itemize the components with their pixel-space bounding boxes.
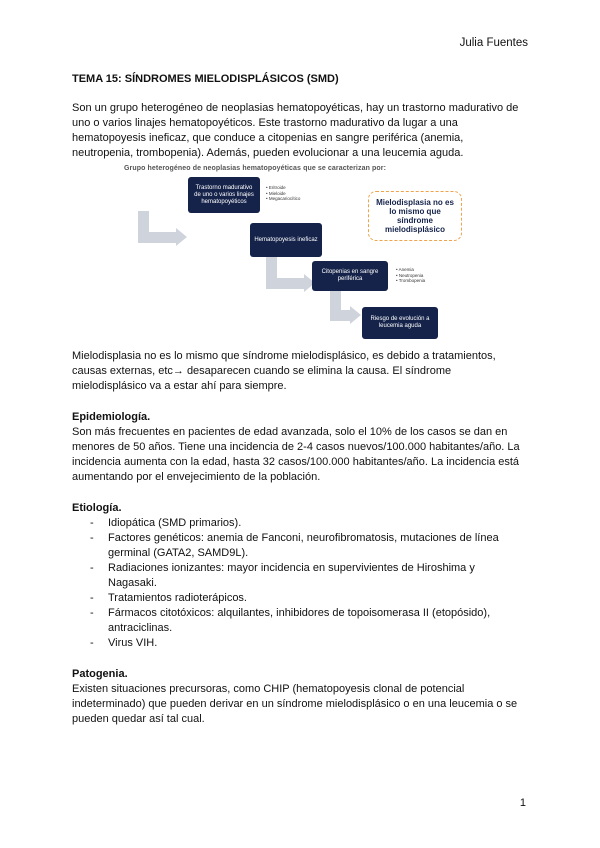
step1-bullets bbox=[266, 185, 300, 202]
section-heading: Etiología. bbox=[72, 502, 122, 514]
text-line: pueden quedar así tal cual. bbox=[72, 713, 205, 725]
section-etiologia bbox=[72, 501, 532, 651]
bullet-item: • Neutropenia bbox=[396, 272, 424, 278]
arrow-head bbox=[350, 306, 361, 324]
text-line: indeterminado) que pueden derivar en un síndrome mielodisplásico o en una leucemia o se bbox=[72, 698, 518, 710]
author-name: Julia Fuentes bbox=[459, 37, 528, 49]
smd-diagram bbox=[72, 161, 532, 349]
arrow-connector bbox=[266, 278, 306, 289]
bullet-item: • Mieloide bbox=[266, 190, 286, 196]
arrow-connector bbox=[138, 232, 178, 243]
text-line: incidencia aumenta con la edad, hasta 32 casos/100.000 habitantes/año. La incidencia está bbox=[72, 456, 520, 468]
section-heading: Epidemiología. bbox=[72, 411, 151, 423]
bullet-item: • Trombopenia bbox=[396, 278, 426, 283]
bullet-item: • Anemia bbox=[396, 267, 414, 272]
page-title: TEMA 15: SÍNDROMES MIELODISPLÁSICOS (SMD) bbox=[72, 73, 339, 85]
step-box-citopenias: Citopenias en sangre periférica bbox=[312, 261, 388, 291]
etiologia-list bbox=[72, 516, 532, 651]
text-line: Existen situaciones precursoras, como CHIP (hematopoyesis clonal de potencial bbox=[72, 683, 465, 695]
text-line: uno o varios linajes hematopoyéticos. Este trastorno madurativo da lugar a una bbox=[72, 117, 458, 129]
text-line: Son más frecuentes en pacientes de edad avanzada, solo el 10% de los casos se dan en bbox=[72, 426, 508, 438]
section-epidemiologia bbox=[72, 410, 532, 485]
list-item: - Virus VIH. bbox=[90, 636, 532, 651]
bullet-item: • Megacariocítico bbox=[266, 196, 301, 201]
text-line: mielodisplásico va a estar ahí para siempre. bbox=[72, 380, 287, 392]
text-line: Son un grupo heterogéneo de neoplasias hematopoyéticas, hay un trastorno madurativo de bbox=[72, 102, 519, 114]
text-line: neutropenia, trombopenia). Además, pueden evolucionar a una leucemia aguda. bbox=[72, 147, 464, 159]
text-line: menores de 50 años. Tiene una incidencia de 2-4 casos nuevos/100.000 habitantes/año. La bbox=[72, 441, 520, 453]
bullet-item: • Eritroide bbox=[266, 185, 286, 190]
post-diagram-paragraph bbox=[72, 349, 532, 394]
document-body bbox=[72, 72, 532, 727]
list-item: - Idiopática (SMD primarios). bbox=[90, 516, 532, 531]
step-box-trastorno: Trastorno madurativo de uno o varios linajes hematopoyéticos bbox=[188, 177, 260, 213]
list-item: - Factores genéticos: anemia de Fanconi, neurofibromatosis, mutaciones de línea germinal (GATA2, SAMD9L). bbox=[90, 531, 532, 561]
step3-bullets bbox=[396, 267, 425, 284]
section-patogenia bbox=[72, 667, 532, 727]
arrow-head bbox=[176, 228, 187, 246]
text-line: hematopoyesis ineficaz, que conduce a citopenias en sangre periférica (anemia, bbox=[72, 132, 464, 144]
arrow-connector bbox=[330, 310, 352, 321]
page-number: 1 bbox=[519, 797, 526, 809]
step-box-hematopoyesis: Hematopoyesis ineficaz bbox=[250, 223, 322, 257]
list-item: - Radiaciones ionizantes: mayor incidencia en supervivientes de Hiroshima y Nagasaki. bbox=[90, 561, 532, 591]
text-line: Mielodisplasia no es lo mismo que síndrome mielodisplásico, es debido a tratamientos, bbox=[72, 350, 496, 362]
list-item: - Tratamientos radioterápicos. bbox=[90, 591, 532, 606]
intro-paragraph bbox=[72, 101, 532, 161]
section-heading: Patogenia. bbox=[72, 668, 128, 680]
text-line: aumentando por el envejecimiento de la población. bbox=[72, 471, 321, 483]
diagram-title: Grupo heterogéneo de neoplasias hematopoyéticas que se caracterizan por: bbox=[124, 165, 386, 172]
text-line: causas externas, etc→ desaparecen cuando se elimina la causa. El síndrome bbox=[72, 365, 452, 377]
step-box-riesgo: Riesgo de evolución a leucemia aguda bbox=[362, 307, 438, 339]
note-box: Mielodisplasia no es lo mismo que síndrome mielodisplásico bbox=[368, 191, 462, 241]
list-item: - Fármacos citotóxicos: alquilantes, inhibidores de topoisomerasa II (etopósido), antraciclinas. bbox=[90, 606, 532, 636]
